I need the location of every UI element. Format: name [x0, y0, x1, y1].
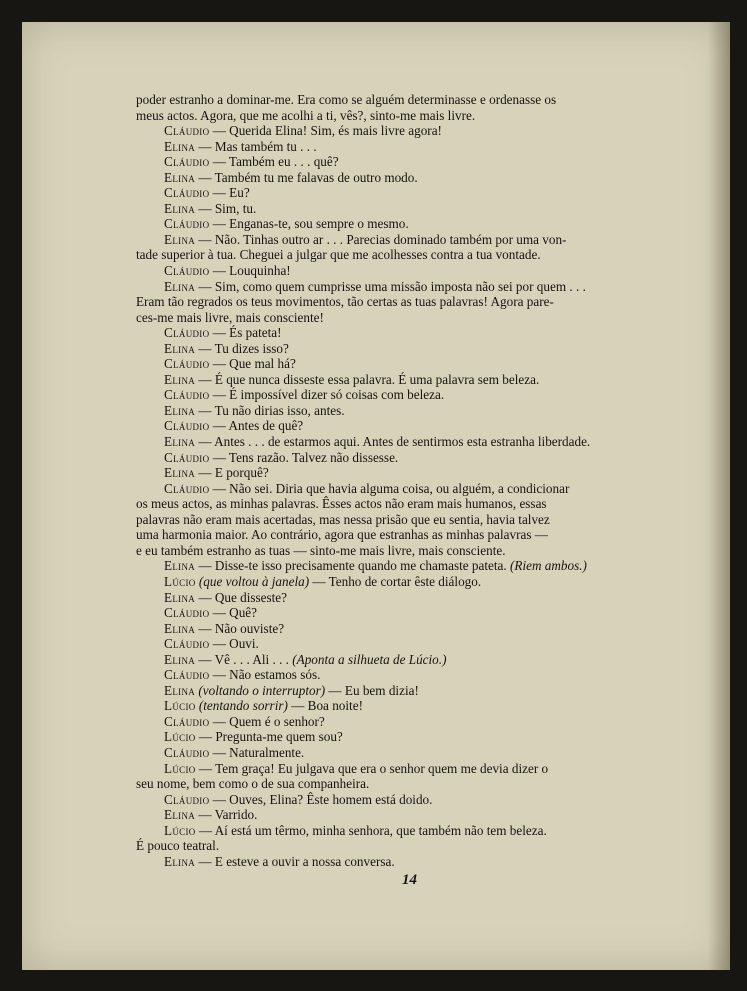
line-text: seu nome, bem como o de sua companheira.: [136, 776, 370, 792]
line-text: — É que nunca disseste essa palavra. É uma palavra sem beleza.: [195, 371, 540, 387]
text-line: [136, 761, 692, 777]
text-line: [136, 465, 692, 481]
speaker-name: Cláudio: [164, 387, 210, 403]
text-line: [136, 823, 692, 839]
text-line: [136, 574, 692, 590]
line-text: — Não sei. Diria que havia alguma coisa, ou alguém, a condicionar: [209, 480, 570, 496]
speaker-name: Lúcio: [164, 760, 196, 776]
text-line: [136, 92, 692, 108]
speaker-name: Elina: [164, 807, 196, 823]
line-text: meus actos. Agora, que me acolhi a ti, vês?, sinto-me mais livre.: [136, 107, 476, 123]
line-text: — Antes de quê?: [209, 418, 304, 434]
text-line: [136, 201, 692, 217]
speaker-name: Cláudio: [164, 356, 210, 372]
text-line: [136, 729, 692, 745]
text-line: [136, 170, 692, 186]
speaker-name: Elina: [164, 371, 196, 387]
line-text: Eram tão regrados os teus movimentos, tão certas as tuas palavras! Agora pare-: [136, 294, 554, 310]
text-line: [136, 154, 692, 170]
text-line: [136, 792, 692, 808]
text-line: [136, 481, 692, 497]
text-line: [136, 310, 692, 326]
text-line: [136, 185, 692, 201]
line-text: — Eu?: [209, 185, 250, 201]
text-line: [136, 776, 692, 792]
speaker-name: Cláudio: [164, 263, 210, 279]
line-text: os meus actos, as minhas palavras. Êsses actos não eram mais humanos, essas: [136, 496, 547, 512]
text-line: [136, 558, 692, 574]
line-text: — Quem é o senhor?: [209, 713, 325, 729]
speaker-name: Elina: [164, 651, 196, 667]
text-line: [136, 325, 692, 341]
line-text: — Naturalmente.: [209, 744, 305, 760]
line-text: — É impossível dizer só coisas com beleza.: [209, 387, 445, 403]
speaker-name: Cláudio: [164, 449, 210, 465]
stage-direction: (tentando sorrir): [198, 698, 288, 714]
speaker-name: Cláudio: [164, 791, 210, 807]
line-text: — Que disseste?: [195, 589, 287, 605]
line-text: — Mas também tu . . .: [195, 138, 317, 154]
speaker-name: Elina: [164, 682, 196, 698]
speaker-name: Cláudio: [164, 713, 210, 729]
line-text: — Pregunta-me quem sou?: [195, 729, 343, 745]
line-text: — E porquê?: [195, 465, 269, 481]
speaker-name: Cláudio: [164, 744, 210, 760]
line-text: tade superior à tua. Cheguei a julgar que me acolhesses contra a tua vontade.: [136, 247, 541, 263]
speaker-name: Lúcio: [164, 729, 196, 745]
line-text: — Que mal há?: [209, 356, 296, 372]
speaker-name: Elina: [164, 558, 196, 574]
stage-direction: (voltando o interruptor): [198, 682, 326, 698]
line-text: É pouco teatral.: [136, 838, 220, 854]
line-text: — Ouves, Elina? Êste homem está doido.: [209, 791, 433, 807]
line-text: — Tem graça! Eu julgava que era o senhor quem me devia dizer o: [195, 760, 549, 776]
text-line: [136, 108, 692, 124]
text-line: [136, 216, 692, 232]
text-line: [136, 683, 692, 699]
text-line: [136, 263, 692, 279]
line-text: — Antes . . . de estarmos aqui. Antes de sentirmos esta estranha liberdade.: [195, 434, 591, 450]
line-text: — Não ouviste?: [195, 620, 285, 636]
speaker-name: Lúcio: [164, 573, 196, 589]
text-line: [136, 543, 692, 559]
speaker-name: Cláudio: [164, 154, 210, 170]
line-text: — Louquinha!: [209, 263, 291, 279]
speaker-name: Elina: [164, 620, 196, 636]
text-line: [136, 139, 692, 155]
text-line: [136, 450, 692, 466]
text-line: [136, 418, 692, 434]
speaker-name: Elina: [164, 169, 196, 185]
text-line: [136, 512, 692, 528]
line-text: — Também eu . . . quê?: [209, 154, 339, 170]
text-line: [136, 621, 692, 637]
speaker-name: Cláudio: [164, 185, 210, 201]
speaker-name: Cláudio: [164, 216, 210, 232]
speaker-name: Cláudio: [164, 480, 210, 496]
line-text: — Sim, como quem cumprisse uma missão imposta não sei por quem . . .: [195, 278, 586, 294]
text-line: [136, 854, 692, 870]
line-text: — Enganas-te, sou sempre o mesmo.: [209, 216, 409, 232]
page-number: 14: [402, 872, 417, 888]
text-line: [136, 434, 692, 450]
speaker-name: Elina: [164, 853, 196, 869]
speaker-name: Lúcio: [164, 698, 196, 714]
speaker-name: Cláudio: [164, 667, 210, 683]
text-line: [136, 590, 692, 606]
line-text: poder estranho a dominar-me. Era como se alguém determinasse e ordenasse os: [136, 92, 557, 107]
text-line: [136, 652, 692, 668]
line-text: — Tenho de cortar êste diálogo.: [309, 573, 482, 589]
text-line: [136, 605, 692, 621]
speaker-name: Elina: [164, 465, 196, 481]
line-text: — Tens razão. Talvez não dissesse.: [209, 449, 399, 465]
line-text: — Eu bem dizia!: [325, 682, 419, 698]
text-line: [136, 387, 692, 403]
text-line: [136, 247, 692, 263]
text-line: [136, 294, 692, 310]
speaker-name: Cláudio: [164, 418, 210, 434]
line-text: — És pateta!: [209, 325, 282, 341]
stage-direction: (Aponta a silhueta de Lúcio.): [292, 651, 447, 667]
line-text: — Sim, tu.: [195, 200, 257, 216]
line-text: — Querida Elina! Sim, és mais livre agora!: [209, 123, 442, 139]
speaker-name: Cláudio: [164, 325, 210, 341]
speaker-name: Elina: [164, 138, 196, 154]
text-line: [136, 714, 692, 730]
line-text: uma harmonia maior. Ao contrário, agora que estranhas as minhas palavras —: [136, 527, 548, 543]
stage-direction: (que voltou à janela): [198, 573, 310, 589]
text-line: [136, 356, 692, 372]
text-line: [136, 636, 692, 652]
speaker-name: Cláudio: [164, 636, 210, 652]
speaker-name: Elina: [164, 434, 196, 450]
text-line: [136, 745, 692, 761]
line-text: — Tu não dirias isso, antes.: [195, 402, 345, 418]
speaker-name: Elina: [164, 200, 196, 216]
text-line: [136, 527, 692, 543]
text-line: [136, 279, 692, 295]
line-text: — Vê . . . Ali . . .: [195, 651, 293, 667]
line-text: — Quê?: [209, 605, 257, 621]
line-text: — Aí está um têrmo, minha senhora, que também não tem beleza.: [195, 822, 547, 838]
speaker-name: Elina: [164, 340, 196, 356]
text-line: [136, 372, 692, 388]
text-line: [136, 341, 692, 357]
speaker-name: Lúcio: [164, 822, 196, 838]
line-text: — Não. Tinhas outro ar . . . Parecias dominado também por uma von-: [195, 231, 567, 247]
text-line: [136, 496, 692, 512]
line-text: palavras não eram mais acertadas, mas nessa prisão que eu sentia, havia talvez: [136, 511, 550, 527]
speaker-name: Elina: [164, 589, 196, 605]
line-text: — Boa noite!: [287, 698, 363, 714]
speaker-name: Elina: [164, 231, 196, 247]
line-text: ces-me mais livre, mais consciente!: [136, 309, 324, 325]
text-line: [136, 232, 692, 248]
line-text: — Varrido.: [195, 807, 258, 823]
text-line: [136, 807, 692, 823]
text-line: [136, 667, 692, 683]
line-text: — Disse-te isso precisamente quando me chamaste pateta.: [195, 558, 510, 574]
speaker-name: Elina: [164, 402, 196, 418]
speaker-name: Cláudio: [164, 605, 210, 621]
page-text: [136, 92, 692, 869]
speaker-name: Elina: [164, 278, 196, 294]
line-text: — Tu dizes isso?: [195, 340, 289, 356]
line-text: e eu também estranho as tuas — sinto-me mais livre, mais consciente.: [136, 542, 506, 558]
text-line: [136, 123, 692, 139]
speaker-name: Cláudio: [164, 123, 210, 139]
text-line: [136, 838, 692, 854]
text-line: [136, 403, 692, 419]
stage-direction: (Riem ambos.): [510, 558, 587, 574]
line-text: — Ouvi.: [209, 636, 259, 652]
line-text: — Não estamos sós.: [209, 667, 321, 683]
text-line: [136, 698, 692, 714]
line-text: — E esteve a ouvir a nossa conversa.: [195, 853, 395, 869]
line-text: — Também tu me falavas de outro modo.: [195, 169, 418, 185]
page-gutter-shadow: [708, 22, 730, 970]
